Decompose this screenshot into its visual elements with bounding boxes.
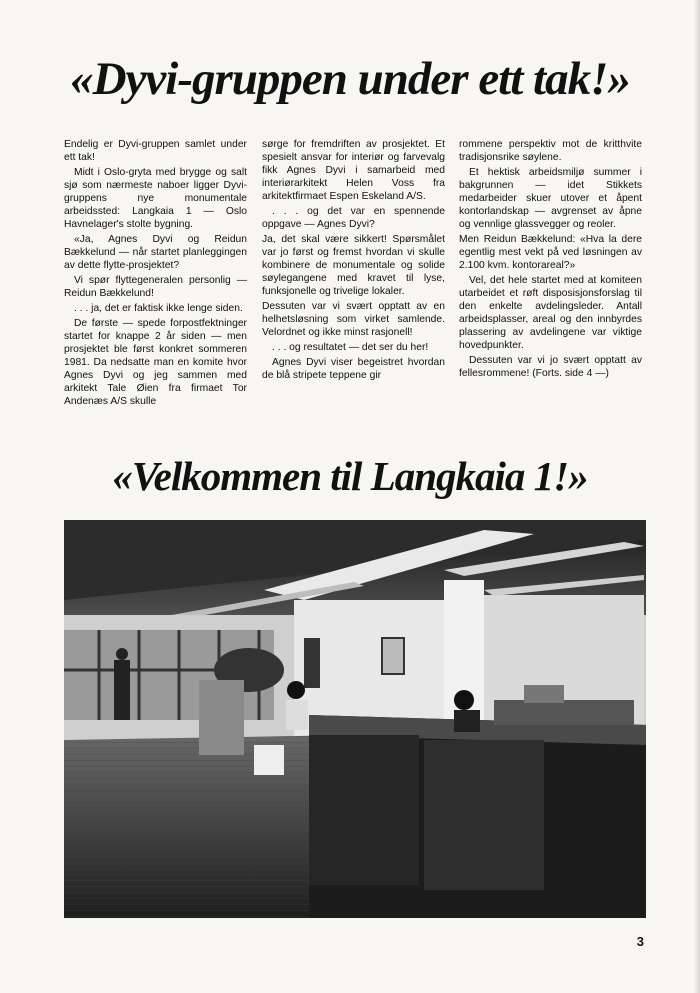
article-column-2 — [262, 138, 445, 384]
paragraph: Vel, det hele startet med at komiteen utarbeidet et røft disposisjonsforslag til den enkelte avdelingsleder. Antall arbeidsplasser, areal og den innbyrdes plassering av avdelingene var viktige hovedpunkter. — [459, 275, 642, 351]
office-photo — [64, 520, 646, 918]
office-photo-illustration — [64, 520, 646, 918]
paragraph: Dessuten var vi svært opptatt av en helhetsløsning som virket samlende. Velordnet og ikke minst rasjonell! — [262, 301, 445, 338]
paragraph: Dessuten var vi jo svært opptatt av fellesrommene! (Forts. side 4 —) — [459, 355, 642, 379]
paragraph: Et hektisk arbeidsmiljø summer i bakgrunnen — idet Stikkets medarbeider skuer utover et åpent kontorlandskap — avgrenset av åpne og vennlige glassvegger og reoler. — [459, 167, 642, 230]
paragraph: Ja, det skal være sikkert! Spørsmålet var jo først og fremst hvordan vi skulle kombinere de monumentale og solide søylegangene med kravet til lyse, funksjonelle og trivelige lokaler. — [262, 234, 445, 297]
paragraph: . . . og det var en spennende oppgave — Agnes Dyvi? — [262, 206, 445, 230]
paragraph: Midt i Oslo-gryta med brygge og salt sjø som nærmeste naboer ligger Dyvi-gruppens nye monumentale arbeidssted: Langkaia 1 — Oslo Havnelager's stolte bygning. — [64, 167, 247, 230]
paragraph: rommene perspektiv mot de kritthvite tradisjonsrike søylene. — [459, 139, 642, 163]
page-number: 3 — [636, 934, 644, 949]
paragraph: . . . ja, det er faktisk ikke lenge siden. — [74, 303, 243, 314]
paragraph: Endelig er Dyvi-gruppen samlet under ett tak! — [64, 139, 247, 163]
page-edge — [694, 0, 700, 993]
paragraph: sørge for fremdriften av prosjektet. Et spesielt ansvar for interiør og farvevalg fikk Agnes Dyvi i samarbeid med interiørarkitekt Helen Voss fra arkitektfirmaet Espen Eskeland A/S. — [262, 139, 445, 202]
paragraph: Vi spør flyttegeneralen personlig — Reidun Bækkelund! — [64, 275, 247, 299]
article-column-1 — [64, 138, 247, 410]
headline-top: «Dyvi-gruppen under ett tak!» — [70, 53, 630, 105]
paragraph: De første — spede forpostfektninger startet for knappe 2 år siden — men prosjektet ble først konkret sommeren 1981. Da nedsatte man en komite hvor Agnes Dyvi og jeg sammen med arkitekt Tale Øien fra firmaet Tor Andenæs A/S skulle — [64, 318, 247, 407]
paragraph: Agnes Dyvi viser begeistret hvordan de blå stripete teppene gir — [262, 357, 445, 381]
paragraph: . . . og resultatet — det ser du her! — [272, 342, 429, 353]
paragraph: Men Reidun Bækkelund: «Hva la dere egentlig mest vekt på ved løsningen av 2.100 kvm. kontorareal?» — [459, 234, 642, 271]
article-column-3 — [459, 138, 642, 382]
headline-bottom: «Velkommen til Langkaia 1!» — [112, 453, 588, 499]
paragraph: «Ja, Agnes Dyvi og Reidun Bækkelund — når startet planleggingen av dette flytte-prosjektet? — [64, 234, 247, 271]
